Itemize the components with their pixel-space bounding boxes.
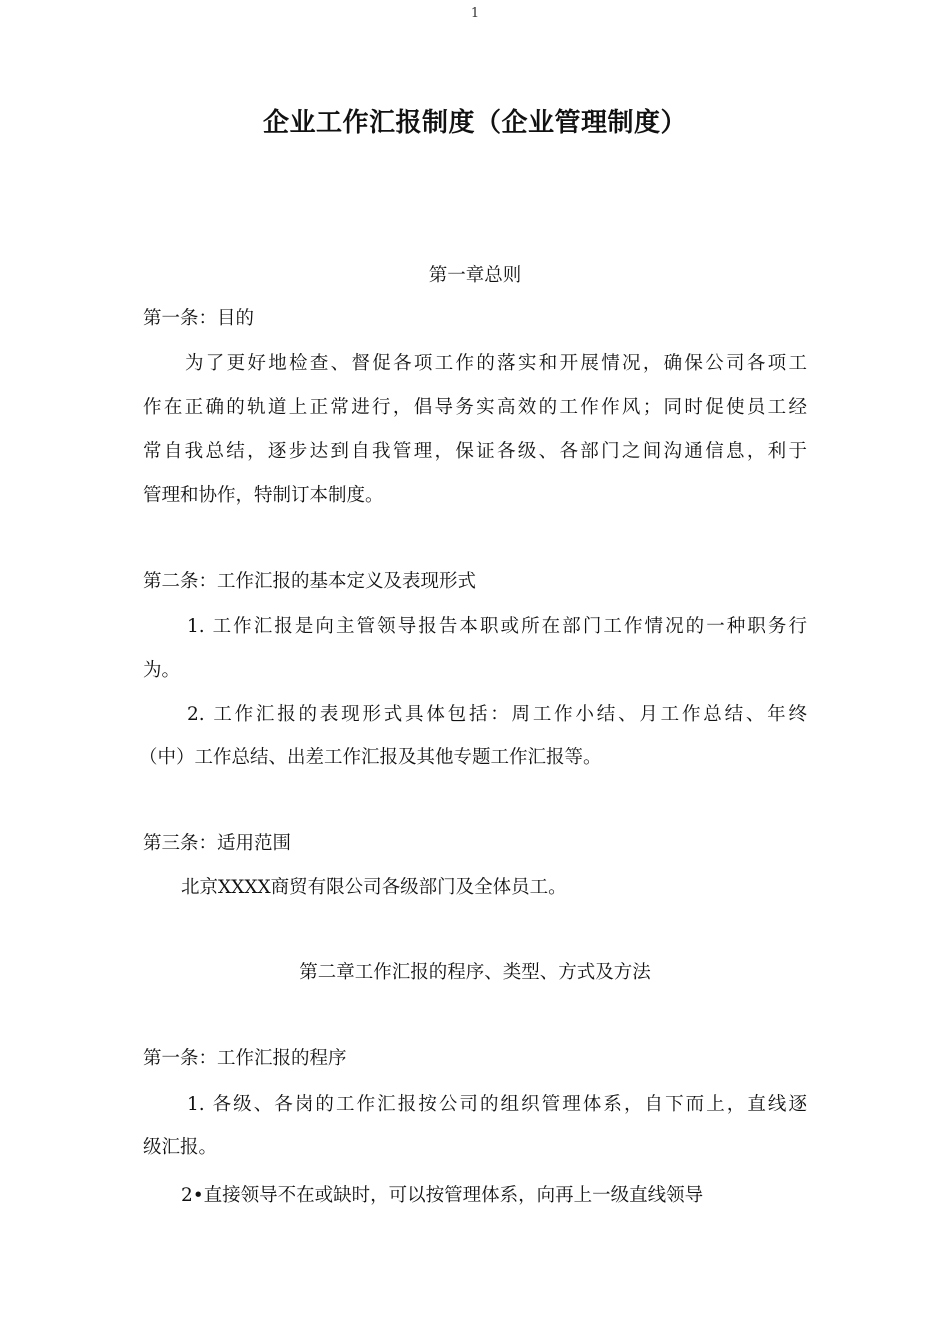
- article-2-item-1-line-2: 为。: [143, 660, 181, 681]
- article-1-line-4: 管理和协作，特制订本制度。: [143, 485, 384, 506]
- article-2-item-1-line-1: 1. 工作汇报是向主管领导报告本职或所在部门工作情况的一种职务行: [187, 616, 807, 637]
- article-1-line-2: 作在正确的轨道上正常进行，倡导务实高效的工作作风；同时促使员工经: [143, 397, 807, 418]
- page-number: 1: [470, 6, 480, 21]
- chapter-2-item-2-line-1: 2•直接领导不在或缺时，可以按管理体系，向再上一级直线领导: [181, 1185, 704, 1206]
- article-2-heading: 第二条：工作汇报的基本定义及表现形式: [143, 571, 477, 592]
- chapter-2-heading: 第二章工作汇报的程序、类型、方式及方法: [299, 962, 651, 983]
- article-2-item-2-line-2: （中）工作总结、出差工作汇报及其他专题工作汇报等。: [139, 747, 602, 768]
- article-1-heading: 第一条：目的: [143, 308, 255, 329]
- chapter-2-article-1-heading: 第一条：工作汇报的程序: [143, 1048, 347, 1069]
- chapter-2-item-1-line-1: 1. 各级、各岗的工作汇报按公司的组织管理体系，自下而上，直线逐: [187, 1094, 807, 1115]
- article-1-line-3: 常自我总结，逐步达到自我管理，保证各级、各部门之间沟通信息，利于: [143, 441, 807, 462]
- article-2-item-2-line-1: 2. 工作汇报的表现形式具体包括：周工作小结、月工作总结、年终: [187, 704, 807, 725]
- chapter-2-item-1-line-2: 级汇报。: [143, 1137, 218, 1158]
- chapter-1-heading: 第一章总则: [428, 265, 522, 286]
- article-3-heading: 第三条：适用范围: [143, 833, 292, 854]
- article-3-body: 北京XXXX商贸有限公司各级部门及全体员工。: [181, 877, 567, 898]
- document-title: 企业工作汇报制度（企业管理制度）: [262, 108, 687, 138]
- article-1-line-1: 为了更好地检查、督促各项工作的落实和开展情况，确保公司各项工: [185, 353, 807, 374]
